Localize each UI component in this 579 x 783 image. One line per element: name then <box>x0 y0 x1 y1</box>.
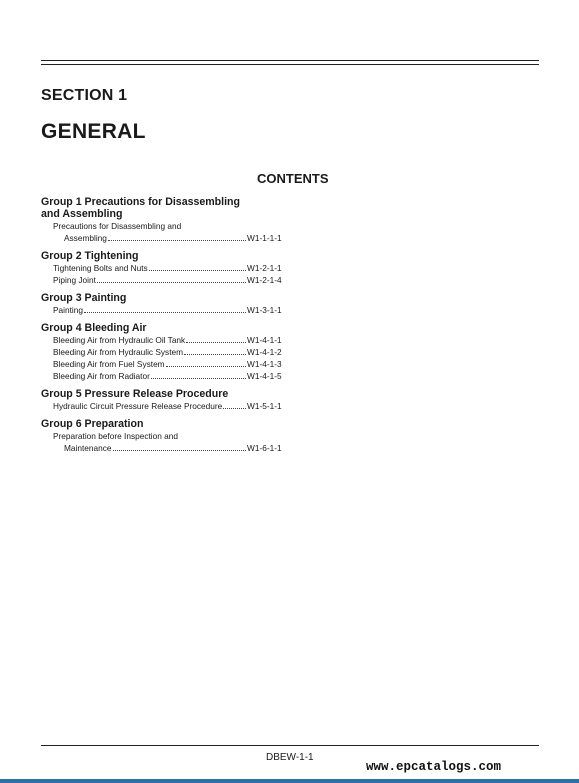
leader-dots <box>108 240 246 241</box>
toc-entry-label: Hydraulic Circuit Pressure Release Procedure <box>53 401 223 411</box>
toc-entry-label: Tightening Bolts and Nuts <box>53 263 148 273</box>
toc-entry-label: Maintenance <box>64 443 112 453</box>
leader-dots <box>186 342 246 343</box>
toc-page-ref: W1-5-1-1 <box>247 401 282 411</box>
contents-heading: CONTENTS <box>257 171 329 186</box>
toc-page-ref: W1-4-1-5 <box>247 371 282 381</box>
page-title: GENERAL <box>41 120 146 143</box>
toc-entry[interactable] <box>41 400 286 412</box>
toc-entry-label: Assembling <box>64 233 107 243</box>
toc-entry-label: Preparation before Inspection and <box>53 431 179 441</box>
toc-group-title-cont: and Assembling <box>41 208 123 220</box>
leader-dots <box>223 408 246 409</box>
toc-entry-label: Painting <box>53 305 83 315</box>
toc-group-4: Group 4 Bleeding Air <box>41 322 147 334</box>
toc-page-ref: W1-2-1-1 <box>247 263 282 273</box>
leader-dots <box>84 312 246 313</box>
bottom-accent-bar <box>0 779 579 783</box>
leader-dots <box>151 378 246 379</box>
table-of-contents <box>41 196 286 454</box>
leader-dots <box>97 282 246 283</box>
toc-entry-label: Bleeding Air from Radiator <box>53 371 150 381</box>
toc-entry[interactable] <box>41 370 286 382</box>
toc-page-ref: W1-1-1-1 <box>247 233 282 243</box>
watermark-text: www.epcatalogs.com <box>366 760 502 774</box>
toc-group-3: Group 3 Painting <box>41 292 127 304</box>
section-label: SECTION 1 <box>41 87 128 104</box>
toc-entry[interactable] <box>41 262 286 274</box>
toc-group-title: Group 1 Precautions for Disassembling <box>41 196 240 208</box>
toc-entry[interactable] <box>41 232 286 244</box>
leader-dots <box>166 366 246 367</box>
toc-entry-label: Piping Joint <box>53 275 96 285</box>
leader-dots <box>184 354 246 355</box>
toc-entry-label: Bleeding Air from Hydraulic Oil Tank <box>53 335 186 345</box>
header-rule-thin <box>41 64 539 65</box>
toc-page-ref: W1-2-1-4 <box>247 275 282 285</box>
leader-dots <box>113 450 246 451</box>
toc-page-ref: W1-6-1-1 <box>247 443 282 453</box>
toc-page-ref: W1-4-1-2 <box>247 347 282 357</box>
toc-entry[interactable] <box>41 442 286 454</box>
toc-entry[interactable] <box>41 274 286 286</box>
toc-group-6: Group 6 Preparation <box>41 418 144 430</box>
toc-entry[interactable] <box>41 334 286 346</box>
toc-group-1 <box>41 196 286 220</box>
page-code: DBEW-1-1 <box>266 752 314 763</box>
toc-page-ref: W1-4-1-1 <box>247 335 282 345</box>
toc-page-ref: W1-3-1-1 <box>247 305 282 315</box>
toc-entry-label: Precautions for Disassembling and <box>53 221 182 231</box>
toc-entry[interactable] <box>41 358 286 370</box>
toc-entry[interactable] <box>41 304 286 316</box>
toc-group-5: Group 5 Pressure Release Procedure <box>41 388 229 400</box>
toc-entry-label: Bleeding Air from Hydraulic System <box>53 347 184 357</box>
toc-entry[interactable] <box>41 346 286 358</box>
toc-group-2: Group 2 Tightening <box>41 250 139 262</box>
header-rule-thick <box>41 60 539 61</box>
leader-dots <box>149 270 246 271</box>
toc-page-ref: W1-4-1-3 <box>247 359 282 369</box>
footer-rule <box>41 745 539 746</box>
toc-entry-label: Bleeding Air from Fuel System <box>53 359 165 369</box>
